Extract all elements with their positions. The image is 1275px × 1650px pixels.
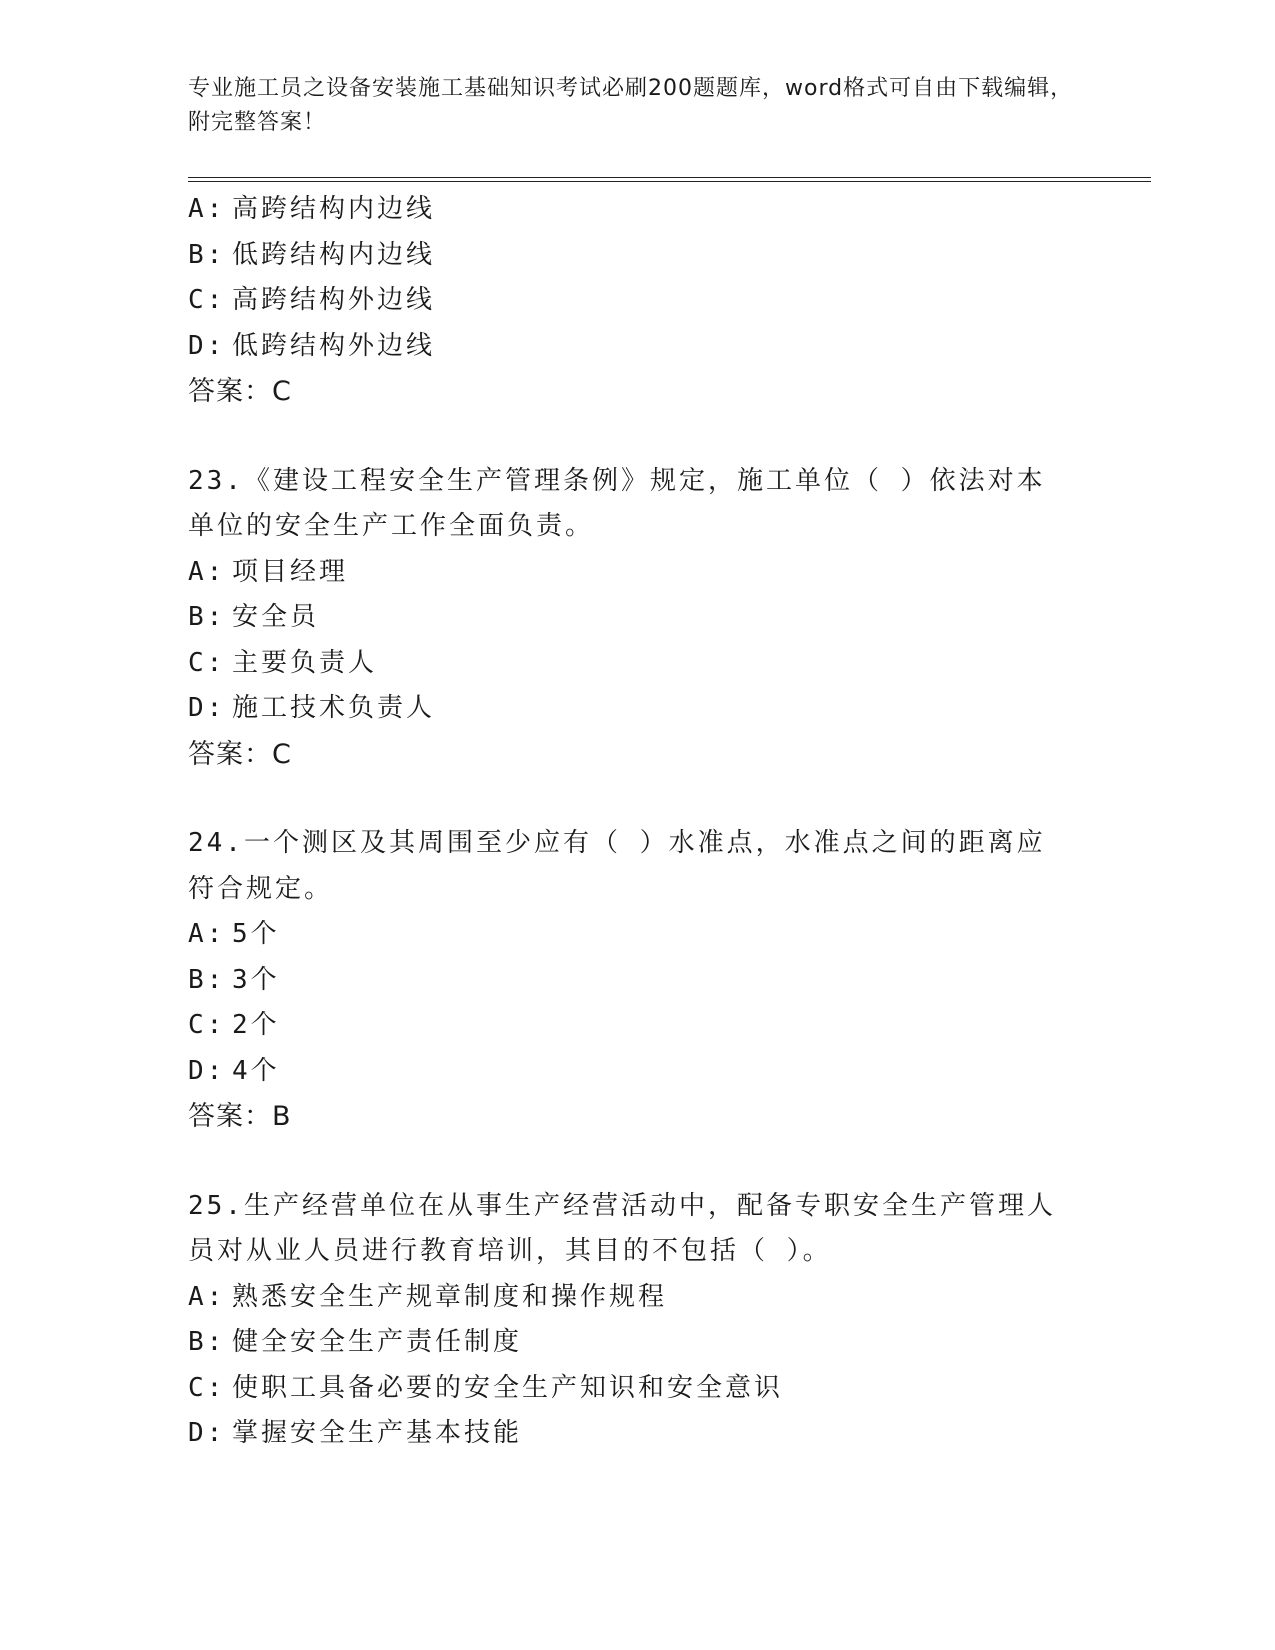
option-a: A: 高跨结构内边线 (188, 194, 436, 224)
answer-line: 答案：B (188, 1101, 292, 1132)
question-22-tail (188, 187, 1088, 415)
question-text: 25.生产经营单位在从事生产经营活动中，配备专职安全生产管理人员对从业人员进行教育培训，其目的不包括（ ）。 (188, 1190, 1056, 1266)
header-rule-top (188, 177, 1151, 178)
option-d: D: 低跨结构外边线 (188, 330, 436, 361)
answer-line: 答案：C (188, 376, 292, 407)
question-24 (188, 821, 1088, 1140)
option-c: C: 使职工具备必要的安全生产知识和安全意识 (188, 1372, 784, 1403)
option-c: C: 2个 (188, 1010, 280, 1040)
question-list (188, 187, 1088, 1457)
document-header: 专业施工员之设备安装施工基础知识考试必刷200题题库，word格式可自由下载编辑，附完整答案！ (188, 76, 1074, 135)
option-d: D: 4个 (188, 1055, 280, 1086)
option-b: B: 3个 (188, 964, 280, 995)
option-b: B: 安全员 (188, 602, 320, 632)
option-b: B: 低跨结构内边线 (188, 239, 436, 270)
option-b: B: 健全安全生产责任制度 (188, 1327, 523, 1357)
option-d: D: 施工技术负责人 (188, 693, 436, 723)
option-c: C: 主要负责人 (188, 647, 378, 678)
question-text: 23.《建设工程安全生产管理条例》规定，施工单位（ ）依法对本单位的安全生产工作全面负责。 (188, 465, 1046, 541)
option-a: A: 项目经理 (188, 556, 349, 587)
option-a: A: 熟悉安全生产规章制度和操作规程 (188, 1281, 668, 1312)
question-25 (188, 1184, 1088, 1457)
question-23 (188, 459, 1088, 778)
option-c: C: 高跨结构外边线 (188, 285, 436, 315)
option-a: A: 5个 (188, 919, 280, 949)
question-text: 24.一个测区及其周围至少应有（ ）水准点，水准点之间的距离应符合规定。 (188, 828, 1046, 904)
answer-line: 答案：C (188, 738, 292, 770)
option-d: D: 掌握安全生产基本技能 (188, 1418, 523, 1448)
header-rule-bottom (188, 181, 1151, 182)
